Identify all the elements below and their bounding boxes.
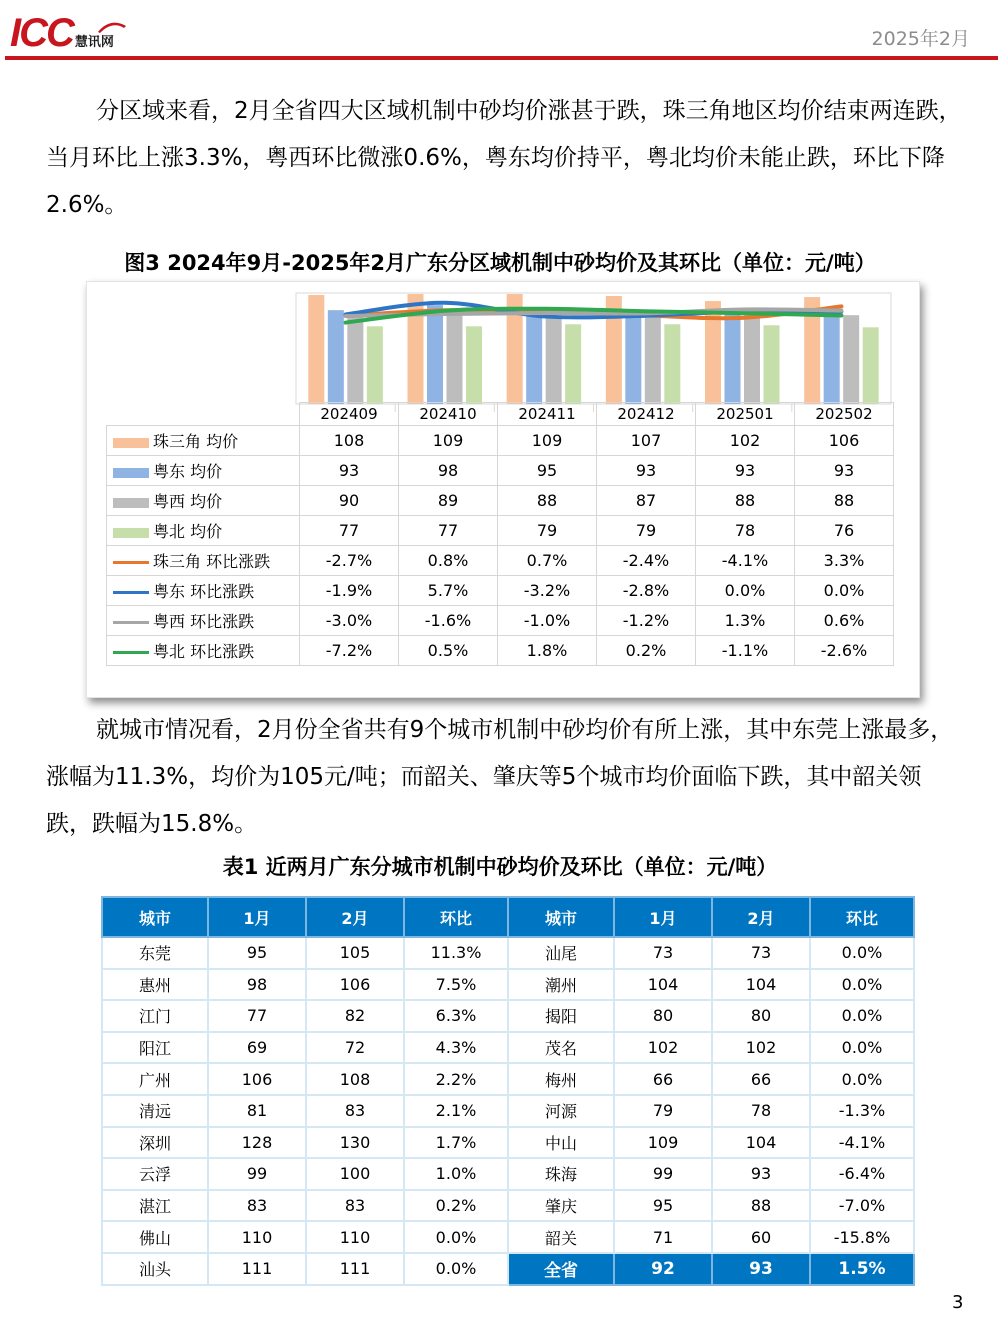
table-cell: 韶关 bbox=[508, 1221, 614, 1253]
table-cell: 汕头 bbox=[102, 1253, 208, 1285]
table-row bbox=[102, 1032, 914, 1064]
column-header: 1月 bbox=[614, 897, 712, 937]
chart-data-label: 88 bbox=[696, 486, 795, 516]
table-cell: 惠州 bbox=[102, 969, 208, 1001]
table-cell: 80 bbox=[614, 1000, 712, 1032]
chart-data-label: 0.7% bbox=[498, 546, 597, 576]
bar-2-3 bbox=[645, 316, 661, 404]
table-cell: 110 bbox=[306, 1221, 404, 1253]
table-row bbox=[102, 1000, 914, 1032]
chart-table-row bbox=[107, 576, 894, 606]
legend-label: 珠三角 环比涨跌 bbox=[153, 552, 271, 571]
chart-data-label: -2.4% bbox=[597, 546, 696, 576]
bar-3-5 bbox=[863, 327, 879, 404]
table-cell: 0.0% bbox=[810, 1032, 914, 1064]
table-cell: 83 bbox=[306, 1095, 404, 1127]
table-cell: 102 bbox=[712, 1032, 810, 1064]
table-cell: 4.3% bbox=[404, 1032, 508, 1064]
chart-data-label: 3.3% bbox=[795, 546, 894, 576]
table-cell: 汕尾 bbox=[508, 937, 614, 969]
chart-category-label: 202410 bbox=[399, 403, 498, 426]
logo-subtext: 慧讯网 bbox=[74, 35, 114, 50]
legend-label: 粤北 均价 bbox=[153, 522, 223, 541]
chart-table-row bbox=[107, 426, 894, 456]
table-cell: 66 bbox=[614, 1063, 712, 1095]
table-cell: 102 bbox=[614, 1032, 712, 1064]
table-cell: 104 bbox=[712, 1127, 810, 1159]
table-cell: 99 bbox=[614, 1158, 712, 1190]
table-row bbox=[102, 1221, 914, 1253]
chart-data-label: -4.1% bbox=[696, 546, 795, 576]
table-cell: 1.5% bbox=[810, 1253, 914, 1285]
table-cell: 云浮 bbox=[102, 1158, 208, 1190]
chart-data-label: 93 bbox=[597, 456, 696, 486]
table-cell: 0.0% bbox=[810, 937, 914, 969]
table-row bbox=[102, 969, 914, 1001]
table-cell: 0.2% bbox=[404, 1190, 508, 1222]
table-cell: 湛江 bbox=[102, 1190, 208, 1222]
table-cell: 110 bbox=[208, 1221, 306, 1253]
chart-data-label: 93 bbox=[696, 456, 795, 486]
chart-data-label: -1.2% bbox=[597, 606, 696, 636]
table-cell: 92 bbox=[614, 1253, 712, 1285]
table-cell: -6.4% bbox=[810, 1158, 914, 1190]
table-cell: 广州 bbox=[102, 1063, 208, 1095]
chart-data-label: 79 bbox=[498, 516, 597, 546]
column-header: 2月 bbox=[306, 897, 404, 937]
table-cell: 69 bbox=[208, 1032, 306, 1064]
table-cell: 111 bbox=[306, 1253, 404, 1285]
table-cell: -4.1% bbox=[810, 1127, 914, 1159]
chart-data-label: 77 bbox=[399, 516, 498, 546]
table-cell: 109 bbox=[614, 1127, 712, 1159]
bar-1-2 bbox=[526, 308, 542, 404]
table-cell: 88 bbox=[712, 1190, 810, 1222]
chart-data-label: 109 bbox=[399, 426, 498, 456]
legend-entry bbox=[107, 546, 300, 576]
bar-1-4 bbox=[725, 310, 741, 404]
chart-data-label: 1.3% bbox=[696, 606, 795, 636]
table-cell: 66 bbox=[712, 1063, 810, 1095]
chart-category-label: 202409 bbox=[300, 403, 399, 426]
bar-3-4 bbox=[764, 325, 780, 404]
chart-category-label: 202501 bbox=[696, 403, 795, 426]
legend-key bbox=[113, 468, 149, 478]
table-cell: 梅州 bbox=[508, 1063, 614, 1095]
chart-table-row bbox=[107, 606, 894, 636]
table-cell: 106 bbox=[208, 1063, 306, 1095]
chart-plot bbox=[0, 0, 1000, 420]
table-cell: 93 bbox=[712, 1158, 810, 1190]
bar-2-2 bbox=[546, 315, 562, 404]
table-cell: 130 bbox=[306, 1127, 404, 1159]
chart-data-label: 88 bbox=[498, 486, 597, 516]
legend-entry bbox=[107, 606, 300, 636]
bar-1-1 bbox=[427, 305, 443, 404]
column-header: 1月 bbox=[208, 897, 306, 937]
chart-data-label: 107 bbox=[597, 426, 696, 456]
table-cell: 106 bbox=[306, 969, 404, 1001]
table-cell: 0.0% bbox=[810, 969, 914, 1001]
table-cell: 93 bbox=[712, 1253, 810, 1285]
chart-data-label: 0.8% bbox=[399, 546, 498, 576]
table-cell: 60 bbox=[712, 1221, 810, 1253]
chart-data-label: -2.8% bbox=[597, 576, 696, 606]
table-cell: 清远 bbox=[102, 1095, 208, 1127]
bar-1-0 bbox=[328, 310, 344, 404]
page-number: 3 bbox=[952, 1292, 964, 1313]
chart-data-label: 88 bbox=[795, 486, 894, 516]
legend-key bbox=[113, 651, 149, 654]
chart-data-label: -3.0% bbox=[300, 606, 399, 636]
table-cell: 105 bbox=[306, 937, 404, 969]
table-cell: 111 bbox=[208, 1253, 306, 1285]
chart-data-label: 0.0% bbox=[795, 576, 894, 606]
table-cell: 81 bbox=[208, 1095, 306, 1127]
legend-entry bbox=[107, 516, 300, 546]
column-header: 2月 bbox=[712, 897, 810, 937]
table-cell: 江门 bbox=[102, 1000, 208, 1032]
legend-entry bbox=[107, 486, 300, 516]
chart-data-label: 109 bbox=[498, 426, 597, 456]
table-cell: 98 bbox=[208, 969, 306, 1001]
table-cell: 104 bbox=[614, 969, 712, 1001]
table-cell: 78 bbox=[712, 1095, 810, 1127]
chart-data-label: 108 bbox=[300, 426, 399, 456]
chart-data-label: -1.0% bbox=[498, 606, 597, 636]
chart-data-label: 79 bbox=[597, 516, 696, 546]
legend-key bbox=[113, 498, 149, 508]
table-row bbox=[102, 1190, 914, 1222]
legend-entry bbox=[107, 576, 300, 606]
chart-data-label: 0.6% bbox=[795, 606, 894, 636]
table-cell: 深圳 bbox=[102, 1127, 208, 1159]
table-cell: 95 bbox=[614, 1190, 712, 1222]
chart-table-row bbox=[107, 486, 894, 516]
table-cell: 104 bbox=[712, 969, 810, 1001]
table-row bbox=[102, 1253, 914, 1285]
logo-text: ICC bbox=[10, 11, 73, 55]
table-cell: 6.3% bbox=[404, 1000, 508, 1032]
table-cell: 2.2% bbox=[404, 1063, 508, 1095]
chart-data-label: -2.7% bbox=[300, 546, 399, 576]
bar-0-0 bbox=[308, 295, 324, 404]
chart-data-label: 106 bbox=[795, 426, 894, 456]
table-cell: 阳江 bbox=[102, 1032, 208, 1064]
table-row bbox=[102, 937, 914, 969]
table-cell: 1.7% bbox=[404, 1127, 508, 1159]
bar-3-1 bbox=[466, 326, 482, 404]
column-header: 城市 bbox=[508, 897, 614, 937]
table-cell: 0.0% bbox=[404, 1253, 508, 1285]
column-header: 城市 bbox=[102, 897, 208, 937]
chart-category-label: 202411 bbox=[498, 403, 597, 426]
table-cell: 潮州 bbox=[508, 969, 614, 1001]
bar-2-0 bbox=[347, 313, 363, 404]
table-cell: 99 bbox=[208, 1158, 306, 1190]
chart-table-row bbox=[107, 456, 894, 486]
legend-key bbox=[113, 528, 149, 538]
table-cell: 佛山 bbox=[102, 1221, 208, 1253]
chart-table-row bbox=[107, 516, 894, 546]
bar-2-4 bbox=[744, 315, 760, 404]
chart-data-label: 1.8% bbox=[498, 636, 597, 666]
legend-entry bbox=[107, 636, 300, 666]
legend-key bbox=[113, 438, 149, 448]
table-cell: -1.3% bbox=[810, 1095, 914, 1127]
table-row bbox=[102, 1063, 914, 1095]
column-header: 环比 bbox=[404, 897, 508, 937]
chart-data-label: 78 bbox=[696, 516, 795, 546]
table-cell: 73 bbox=[614, 937, 712, 969]
chart-data-label: 0.5% bbox=[399, 636, 498, 666]
table-cell: 1.0% bbox=[404, 1158, 508, 1190]
table-cell: 71 bbox=[614, 1221, 712, 1253]
table-cell: 2.1% bbox=[404, 1095, 508, 1127]
legend-label: 粤东 环比涨跌 bbox=[153, 582, 255, 601]
chart-data-label: -3.2% bbox=[498, 576, 597, 606]
chart-data-label: 76 bbox=[795, 516, 894, 546]
chart-data-label: 102 bbox=[696, 426, 795, 456]
chart-data-label: -7.2% bbox=[300, 636, 399, 666]
table-cell: 11.3% bbox=[404, 937, 508, 969]
chart-category-label: 202412 bbox=[597, 403, 696, 426]
legend-key bbox=[113, 591, 149, 594]
table-row bbox=[102, 1095, 914, 1127]
table-row bbox=[102, 1158, 914, 1190]
table-cell: 0.0% bbox=[404, 1221, 508, 1253]
legend-label: 粤东 均价 bbox=[153, 462, 223, 481]
chart-data-label: -2.6% bbox=[795, 636, 894, 666]
table-caption: 表1 近两月广东分城市机制中砂均价及环比（单位：元/吨） bbox=[222, 855, 778, 879]
table-cell: 82 bbox=[306, 1000, 404, 1032]
chart-data-label: -1.1% bbox=[696, 636, 795, 666]
paragraph-cities: 就城市情况看，2月份全省共有9个城市机制中砂均价有所上涨，其中东莞上涨最多，涨幅为11.3%，均价为105元/吨；而韶关、肇庆等5个城市均价面临下跌，其中韶关领跌，跌幅为15.8%。 bbox=[46, 717, 954, 837]
chart-data-label: -1.6% bbox=[399, 606, 498, 636]
table-cell: -7.0% bbox=[810, 1190, 914, 1222]
table-cell: 77 bbox=[208, 1000, 306, 1032]
legend-label: 珠三角 均价 bbox=[153, 432, 239, 451]
chart-data-label: 0.2% bbox=[597, 636, 696, 666]
table-cell: 72 bbox=[306, 1032, 404, 1064]
bar-2-5 bbox=[843, 315, 859, 404]
bar-3-2 bbox=[565, 324, 581, 404]
table-cell: 83 bbox=[306, 1190, 404, 1222]
table-cell: 108 bbox=[306, 1063, 404, 1095]
table-cell: 肇庆 bbox=[508, 1190, 614, 1222]
legend-key bbox=[113, 621, 149, 624]
chart-data-label: 90 bbox=[300, 486, 399, 516]
chart-table-row bbox=[107, 546, 894, 576]
chart-data-label: 0.0% bbox=[696, 576, 795, 606]
table-cell: 0.0% bbox=[810, 1000, 914, 1032]
chart-data-label: 93 bbox=[300, 456, 399, 486]
table-cell: 7.5% bbox=[404, 969, 508, 1001]
chart-data-table bbox=[106, 402, 894, 666]
chart-data-label: 93 bbox=[795, 456, 894, 486]
table-cell: 128 bbox=[208, 1127, 306, 1159]
chart-data-label: 5.7% bbox=[399, 576, 498, 606]
table-cell: -15.8% bbox=[810, 1221, 914, 1253]
bar-1-3 bbox=[625, 310, 641, 404]
table-cell: 揭阳 bbox=[508, 1000, 614, 1032]
bar-3-0 bbox=[367, 326, 383, 404]
table-cell: 80 bbox=[712, 1000, 810, 1032]
figure-caption: 图3 2024年9月-2025年2月广东分区域机制中砂均价及其环比（单位：元/吨） bbox=[124, 251, 876, 275]
legend-label: 粤北 环比涨跌 bbox=[153, 642, 255, 661]
bar-3-3 bbox=[664, 324, 680, 404]
chart-data-label: 77 bbox=[300, 516, 399, 546]
chart-data-label: 89 bbox=[399, 486, 498, 516]
table-cell: 73 bbox=[712, 937, 810, 969]
table-row bbox=[102, 1127, 914, 1159]
legend-entry bbox=[107, 456, 300, 486]
table-cell: 茂名 bbox=[508, 1032, 614, 1064]
table-cell: 95 bbox=[208, 937, 306, 969]
legend-label: 粤西 均价 bbox=[153, 492, 223, 511]
chart-category-label: 202502 bbox=[795, 403, 894, 426]
column-header: 环比 bbox=[810, 897, 914, 937]
chart-data-label: -1.9% bbox=[300, 576, 399, 606]
bar-1-5 bbox=[824, 310, 840, 404]
table-cell: 79 bbox=[614, 1095, 712, 1127]
chart-table-row bbox=[107, 636, 894, 666]
chart-data-label: 87 bbox=[597, 486, 696, 516]
table-cell: 河源 bbox=[508, 1095, 614, 1127]
chart-data-label: 98 bbox=[399, 456, 498, 486]
table-cell: 中山 bbox=[508, 1127, 614, 1159]
table-cell: 东莞 bbox=[102, 937, 208, 969]
city-price-table bbox=[101, 896, 915, 1286]
table-cell: 83 bbox=[208, 1190, 306, 1222]
legend-key bbox=[113, 561, 149, 564]
table-cell: 全省 bbox=[508, 1253, 614, 1285]
chart-data-label: 95 bbox=[498, 456, 597, 486]
legend-label: 粤西 环比涨跌 bbox=[153, 612, 255, 631]
legend-entry bbox=[107, 426, 300, 456]
table-cell: 0.0% bbox=[810, 1063, 914, 1095]
paragraph-regions: 分区域来看，2月全省四大区域机制中砂均价涨甚于跌，珠三角地区均价结束两连跌，当月环比上涨3.3%，粤西环比微涨0.6%，粤东均价持平，粤北均价未能止跌，环比下降2.6%。 bbox=[46, 98, 962, 218]
table-cell: 珠海 bbox=[508, 1158, 614, 1190]
table-cell: 100 bbox=[306, 1158, 404, 1190]
header-date: 2025年2月 bbox=[871, 28, 970, 50]
bar-2-1 bbox=[447, 314, 463, 404]
